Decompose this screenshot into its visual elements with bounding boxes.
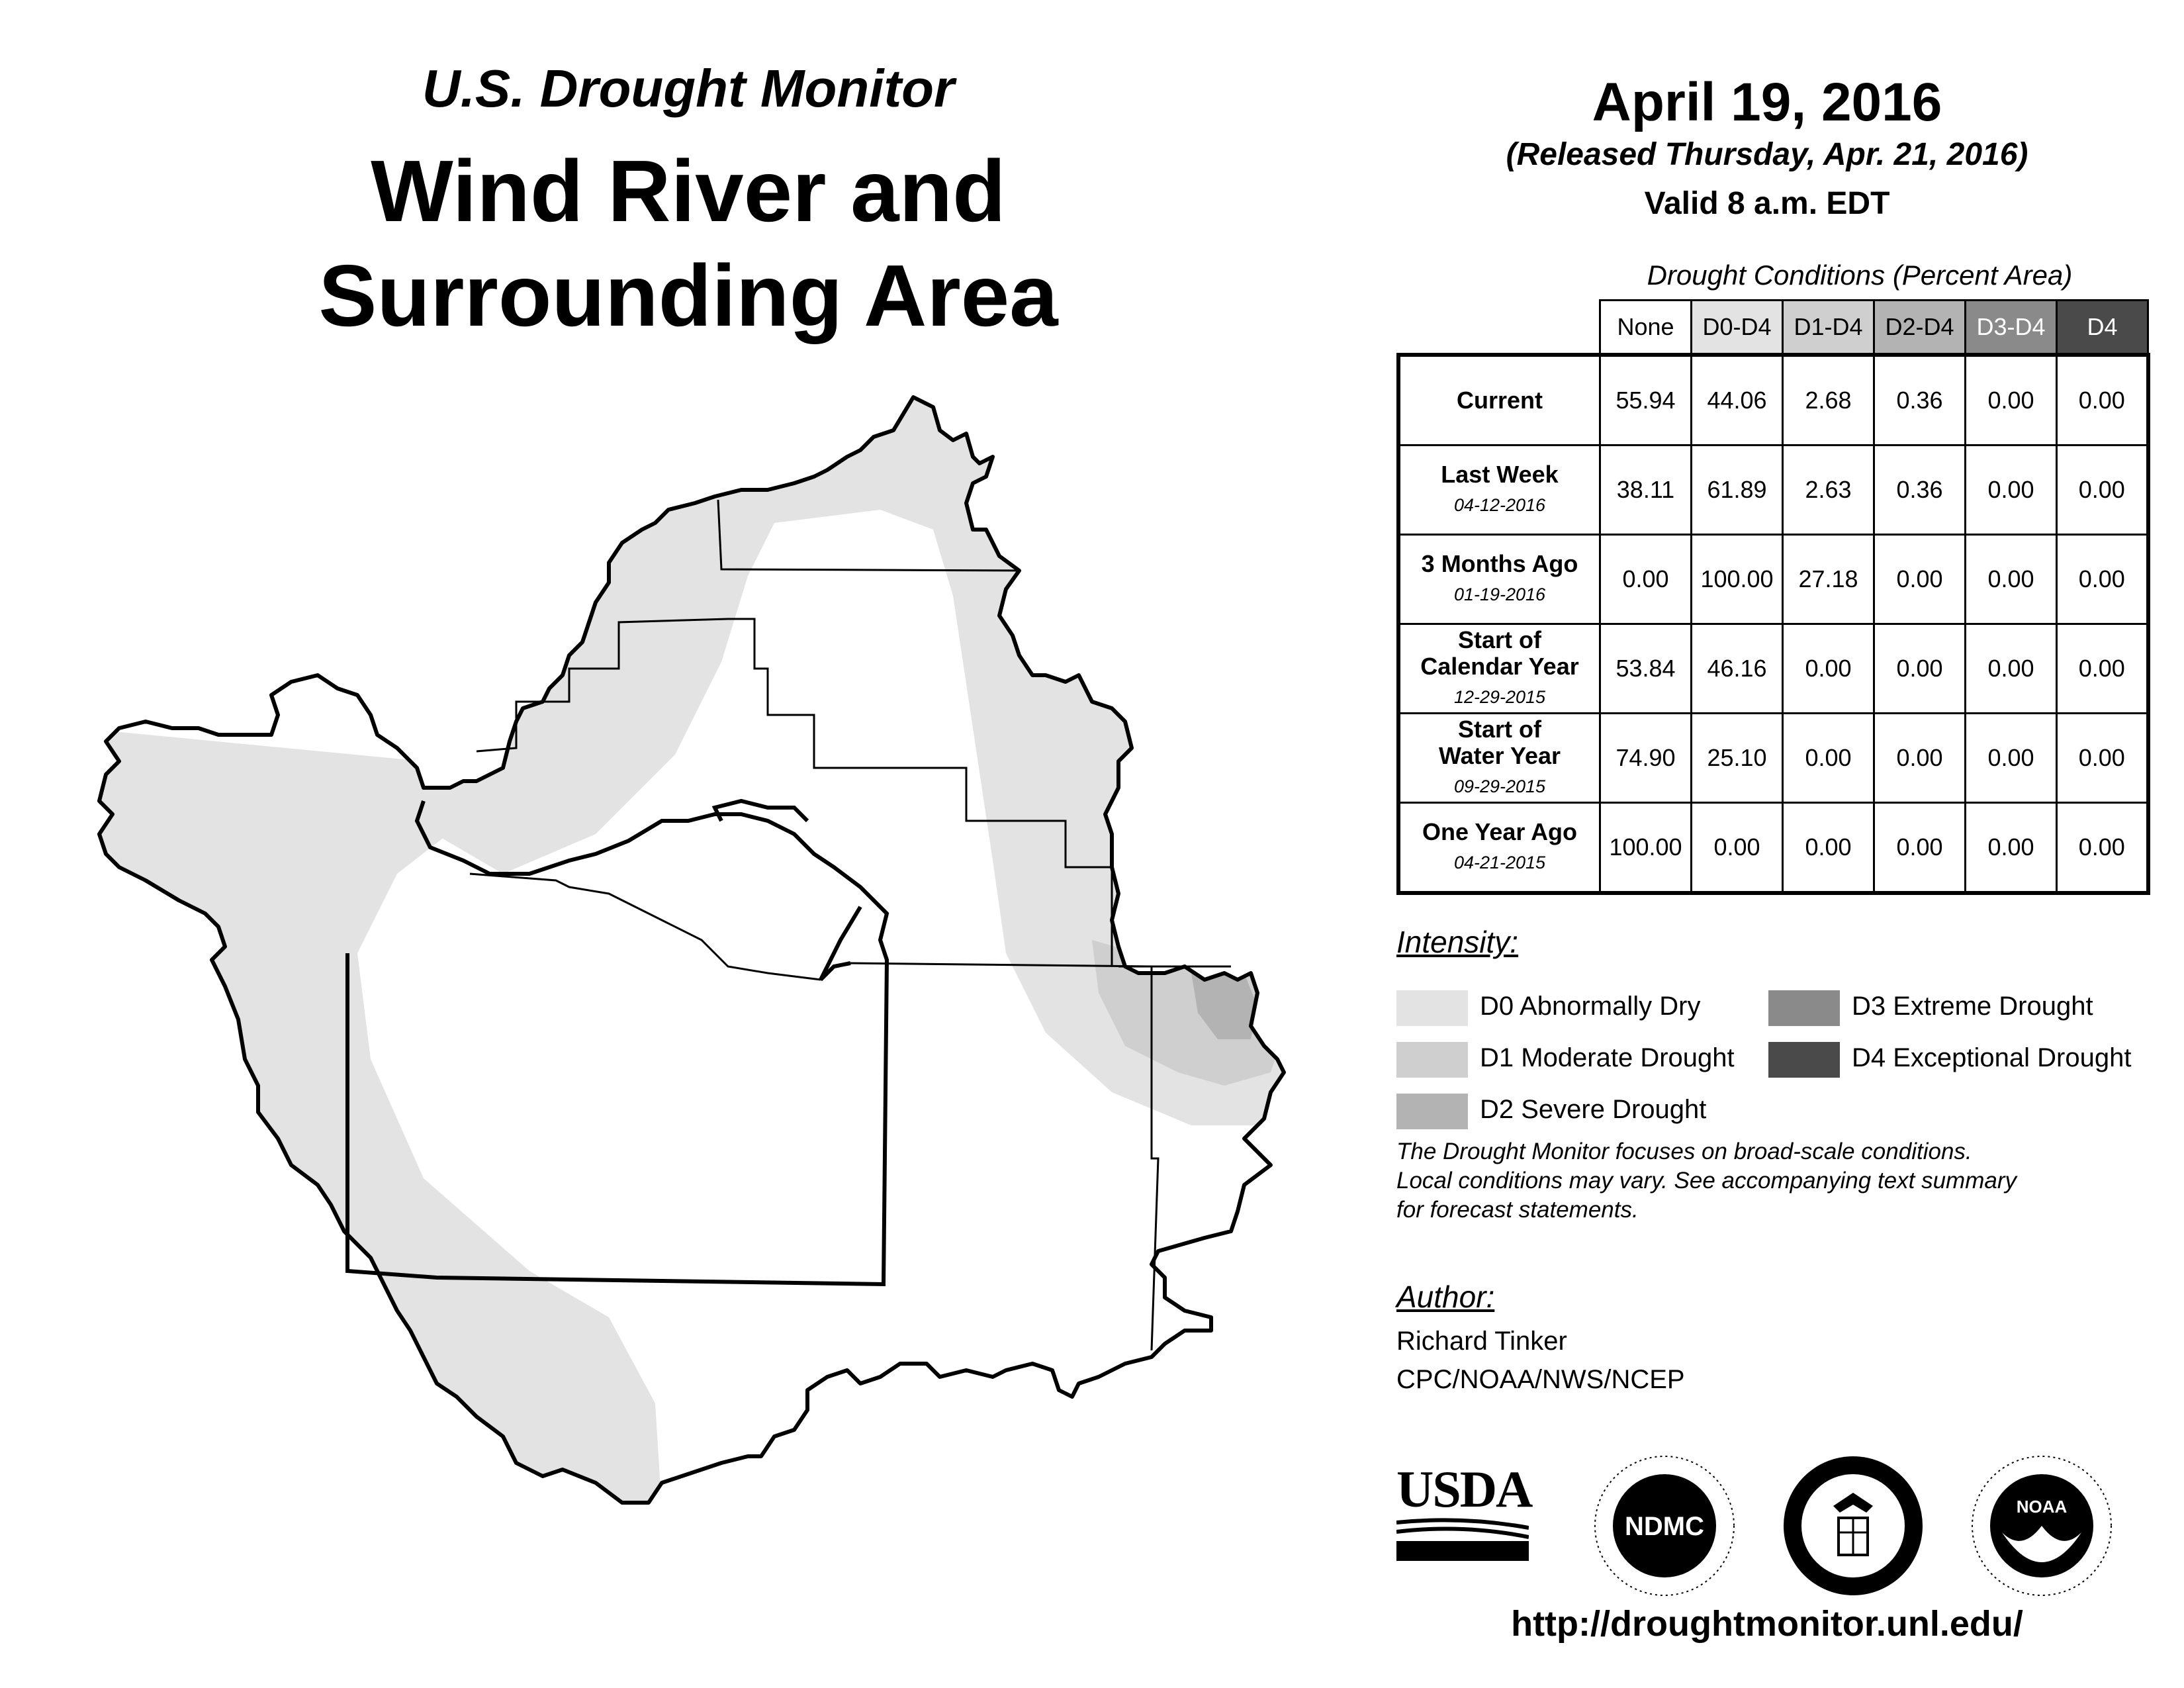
ndmc-logo-text: NDMC: [1625, 1512, 1704, 1541]
noaa-logo-text: NOAA: [2016, 1497, 2068, 1517]
table-cell: 0.00: [2057, 445, 2148, 535]
ndmc-logo: [1592, 1453, 1737, 1599]
row-label-line: Start of: [1458, 716, 1541, 743]
column-header-none: None: [1600, 301, 1692, 355]
usda-logo-mark: [1396, 1516, 1529, 1562]
column-header-d2-d4: D2-D4: [1874, 301, 1966, 355]
table-cell: 44.06: [1692, 355, 1783, 445]
table-cell: 0.00: [1966, 624, 2057, 714]
table-cell: 2.63: [1783, 445, 1874, 535]
table-cell: 0.00: [1874, 714, 1966, 803]
table-cell: 100.00: [1600, 803, 1692, 894]
region-title: [0, 139, 1377, 348]
table-row: [1398, 445, 2148, 535]
author-org: CPC/NOAA/NWS/NCEP: [1396, 1365, 1685, 1394]
disclaimer-note: [1396, 1137, 2158, 1225]
table-cell: 0.00: [1600, 535, 1692, 624]
row-label-line: One Year Ago: [1422, 818, 1578, 845]
usda-logo: [1396, 1460, 1532, 1562]
table-cell: 0.00: [1783, 624, 1874, 714]
column-header-d0-d4: D0-D4: [1692, 301, 1783, 355]
column-header-d4: D4: [2057, 301, 2148, 355]
table-cell: 0.00: [1966, 355, 2057, 445]
table-cell: 0.00: [1966, 803, 2057, 894]
noaa-logo: [1969, 1453, 2115, 1599]
row-label: [1398, 624, 1600, 714]
row-label: [1398, 445, 1600, 535]
region-title-line2: Surrounding Area: [318, 247, 1058, 344]
row-date: 12-29-2015: [1453, 687, 1546, 707]
drought-areas: [66, 371, 1297, 1589]
table-cell: 0.00: [1783, 714, 1874, 803]
row-date: 04-21-2015: [1453, 853, 1546, 872]
table-cell: 0.00: [1874, 624, 1966, 714]
table-row: [1398, 624, 2148, 714]
row-label-line: Water Year: [1438, 742, 1561, 769]
row-label-line: Last Week: [1441, 461, 1559, 488]
row-label: [1398, 355, 1600, 445]
legend-label: D2 Severe Drought: [1480, 1095, 1707, 1124]
column-header-d1-d4: D1-D4: [1783, 301, 1874, 355]
row-label: [1398, 714, 1600, 803]
row-label-line: Start of: [1458, 626, 1541, 653]
note-line: The Drought Monitor focuses on broad-scale conditions.: [1396, 1139, 1972, 1164]
table-header-row: [1398, 301, 2148, 355]
table-cell: 0.00: [2057, 535, 2148, 624]
table-cell: 25.10: [1692, 714, 1783, 803]
valid-time: Valid 8 a.m. EDT: [1644, 186, 1890, 221]
table-cell: 0.00: [1783, 803, 1874, 894]
table-row: [1398, 355, 2148, 445]
table-cell: 53.84: [1600, 624, 1692, 714]
table-cell: 0.00: [1874, 803, 1966, 894]
legend-swatch: [1396, 990, 1468, 1026]
note-line: for forecast statements.: [1396, 1197, 1639, 1223]
legend-label: D3 Extreme Drought: [1852, 992, 2093, 1021]
table-cell: 61.89: [1692, 445, 1783, 535]
row-date: 01-19-2016: [1453, 585, 1546, 604]
table-row: [1398, 714, 2148, 803]
monitor-title: U.S. Drought Monitor: [422, 59, 955, 118]
table-cell: 2.68: [1783, 355, 1874, 445]
author-heading: Author:: [1396, 1280, 1495, 1314]
table-cell: 55.94: [1600, 355, 1692, 445]
legend-label: D1 Moderate Drought: [1480, 1043, 1735, 1072]
website-url: http://droughtmonitor.unl.edu/: [1511, 1604, 2023, 1644]
region-title-line1: Wind River and: [371, 142, 1006, 240]
commerce-seal: [1780, 1453, 1926, 1599]
legend-heading: Intensity:: [1396, 925, 1519, 959]
table-cell: 0.00: [1966, 445, 2057, 535]
table-cell: 74.90: [1600, 714, 1692, 803]
table-row: [1398, 803, 2148, 894]
legend-swatch: [1396, 1042, 1468, 1078]
release-date: (Released Thursday, Apr. 21, 2016): [1506, 137, 2028, 172]
table-row: [1398, 535, 2148, 624]
table-cell: 0.00: [1966, 535, 2057, 624]
row-label-line: Current: [1456, 387, 1543, 414]
legend-swatch: [1768, 1042, 1840, 1078]
table-cell: 0.00: [2057, 624, 2148, 714]
row-label-line: 3 Months Ago: [1421, 550, 1578, 577]
table-cell: 100.00: [1692, 535, 1783, 624]
table-caption: Drought Conditions (Percent Area): [1647, 259, 2073, 291]
table-cell: 0.00: [1966, 714, 2057, 803]
table-cell: 0.00: [1692, 803, 1783, 894]
legend-label: D4 Exceptional Drought: [1852, 1043, 2132, 1072]
table-cell: 0.00: [1874, 535, 1966, 624]
row-label: [1398, 803, 1600, 894]
table-cell: 0.00: [2057, 355, 2148, 445]
table-cell: 27.18: [1783, 535, 1874, 624]
legend-swatch: [1768, 990, 1840, 1026]
table-body: [1398, 355, 2148, 893]
table-cell: 0.00: [2057, 803, 2148, 894]
table-cell: 0.36: [1874, 445, 1966, 535]
column-header-d3-d4: D3-D4: [1966, 301, 2057, 355]
table-cell: 0.36: [1874, 355, 1966, 445]
table-cell: 0.00: [2057, 714, 2148, 803]
author-name: Richard Tinker: [1396, 1327, 1567, 1356]
map-date: April 19, 2016: [1592, 72, 1942, 132]
row-label-line: Calendar Year: [1420, 653, 1579, 680]
table-cell: 46.16: [1692, 624, 1783, 714]
legend-label: D0 Abnormally Dry: [1480, 992, 1701, 1021]
row-label: [1398, 535, 1600, 624]
row-date: 04-12-2016: [1453, 495, 1546, 515]
drought-stats-table: [1396, 299, 2150, 895]
legend-swatch: [1396, 1094, 1468, 1129]
note-line: Local conditions may vary. See accompanying text summary: [1396, 1168, 2017, 1194]
row-date: 09-29-2015: [1453, 776, 1546, 796]
usda-logo-text: USDA: [1396, 1460, 1532, 1518]
table-corner: [1398, 301, 1600, 355]
table-cell: 38.11: [1600, 445, 1692, 535]
